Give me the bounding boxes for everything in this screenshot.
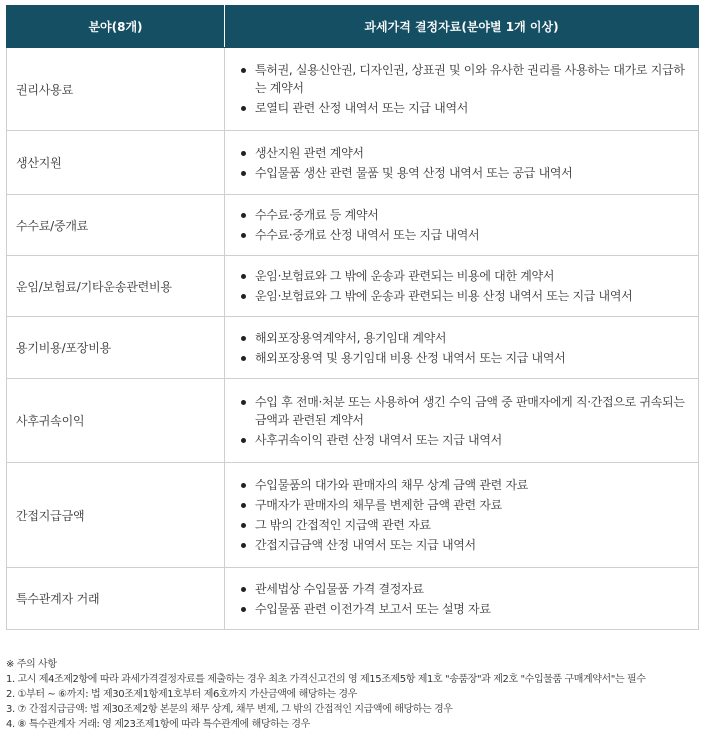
table-row (7, 195, 699, 256)
table-row (7, 131, 699, 195)
tax-documents-table (6, 5, 699, 630)
list-item: 사후귀속이익 관련 산정 내역서 또는 지급 내역서 (237, 431, 688, 449)
list-item: 해외포장용역계약서, 용기임대 계약서 (237, 329, 688, 347)
row-documents (225, 48, 699, 131)
table-row (7, 463, 699, 568)
row-category: 사후귀속이익 (7, 379, 225, 463)
row-documents (225, 195, 699, 256)
list-item: 운임·보험료와 그 밖에 운송과 관련되는 비용 산정 내역서 또는 지급 내역서 (237, 287, 688, 305)
row-documents (225, 131, 699, 195)
row-documents (225, 256, 699, 317)
row-documents (225, 317, 699, 379)
list-item: 수입물품 생산 관련 물품 및 용역 산정 내역서 또는 공급 내역서 (237, 164, 688, 182)
list-item: 간접지급금액 산정 내역서 또는 지급 내역서 (237, 536, 688, 554)
notes-title: ※ 주의 사항 (6, 659, 57, 670)
note-line: 1. 고시 제4조제2항에 따라 과세가격결정자료를 제출하는 경우 최초 가격신고건의 영 제15조제5항 제1호 "송품장"과 제2호 "수입물품 구매계약서"는 필수 (6, 674, 646, 685)
table-row (7, 256, 699, 317)
header-category: 분야(8개) (7, 6, 225, 48)
row-category: 생산지원 (7, 131, 225, 195)
row-documents (225, 379, 699, 463)
list-item: 특허권, 실용신안권, 디자인권, 상표권 및 이와 유사한 권리를 사용하는 대가로 지급하는 계약서 (237, 61, 688, 97)
row-category: 운임/보험료/기타운송관련비용 (7, 256, 225, 317)
row-documents (225, 568, 699, 630)
note-line: 3. ⑦ 간접지급금액: 법 제30조제2항 본문의 채무 상계, 채무 변제, 그 밖의 간접적인 지급액에 해당하는 경우 (6, 704, 453, 715)
list-item: 그 밖의 간접적인 지급액 관련 자료 (237, 516, 688, 534)
list-item: 운임·보험료와 그 밖에 운송과 관련되는 비용에 대한 계약서 (237, 267, 688, 285)
list-item: 생산지원 관련 계약서 (237, 144, 688, 162)
list-item: 로열티 관련 산정 내역서 또는 지급 내역서 (237, 99, 688, 117)
note-line: 4. ⑧ 특수관계자 거래: 영 제23조제1항에 따라 특수관계에 해당하는 경우 (6, 719, 310, 730)
notes-section (6, 657, 702, 732)
table-row (7, 317, 699, 379)
list-item: 수수료·중개료 산정 내역서 또는 지급 내역서 (237, 226, 688, 244)
list-item: 수입물품 관련 이전가격 보고서 또는 설명 자료 (237, 600, 688, 618)
table-header-row (7, 6, 699, 48)
list-item: 수입 후 전매·처분 또는 사용하여 생긴 수익 금액 중 판매자에게 직·간접으로 귀속되는 금액과 관련된 계약서 (237, 393, 688, 429)
list-item: 관세법상 수입물품 가격 결정자료 (237, 580, 688, 598)
list-item: 해외포장용역 및 용기임대 비용 산정 내역서 또는 지급 내역서 (237, 349, 688, 367)
table-row (7, 48, 699, 131)
note-line: 2. ①부터 ∼ ⑥까지: 법 제30조제1항제1호부터 제6호까지 가산금액에 해당하는 경우 (6, 689, 357, 700)
list-item: 수입물품의 대가와 판매자의 채무 상계 금액 관련 자료 (237, 476, 688, 494)
row-category: 수수료/중개료 (7, 195, 225, 256)
row-documents (225, 463, 699, 568)
table-row (7, 379, 699, 463)
row-category: 권리사용료 (7, 48, 225, 131)
table-row (7, 568, 699, 630)
header-documents: 과세가격 결정자료(분야별 1개 이상) (225, 6, 699, 48)
row-category: 용기비용/포장비용 (7, 317, 225, 379)
row-category: 특수관계자 거래 (7, 568, 225, 630)
list-item: 수수료·중개료 등 계약서 (237, 206, 688, 224)
row-category: 간접지급금액 (7, 463, 225, 568)
list-item: 구매자가 판매자의 채무를 변제한 금액 관련 자료 (237, 496, 688, 514)
